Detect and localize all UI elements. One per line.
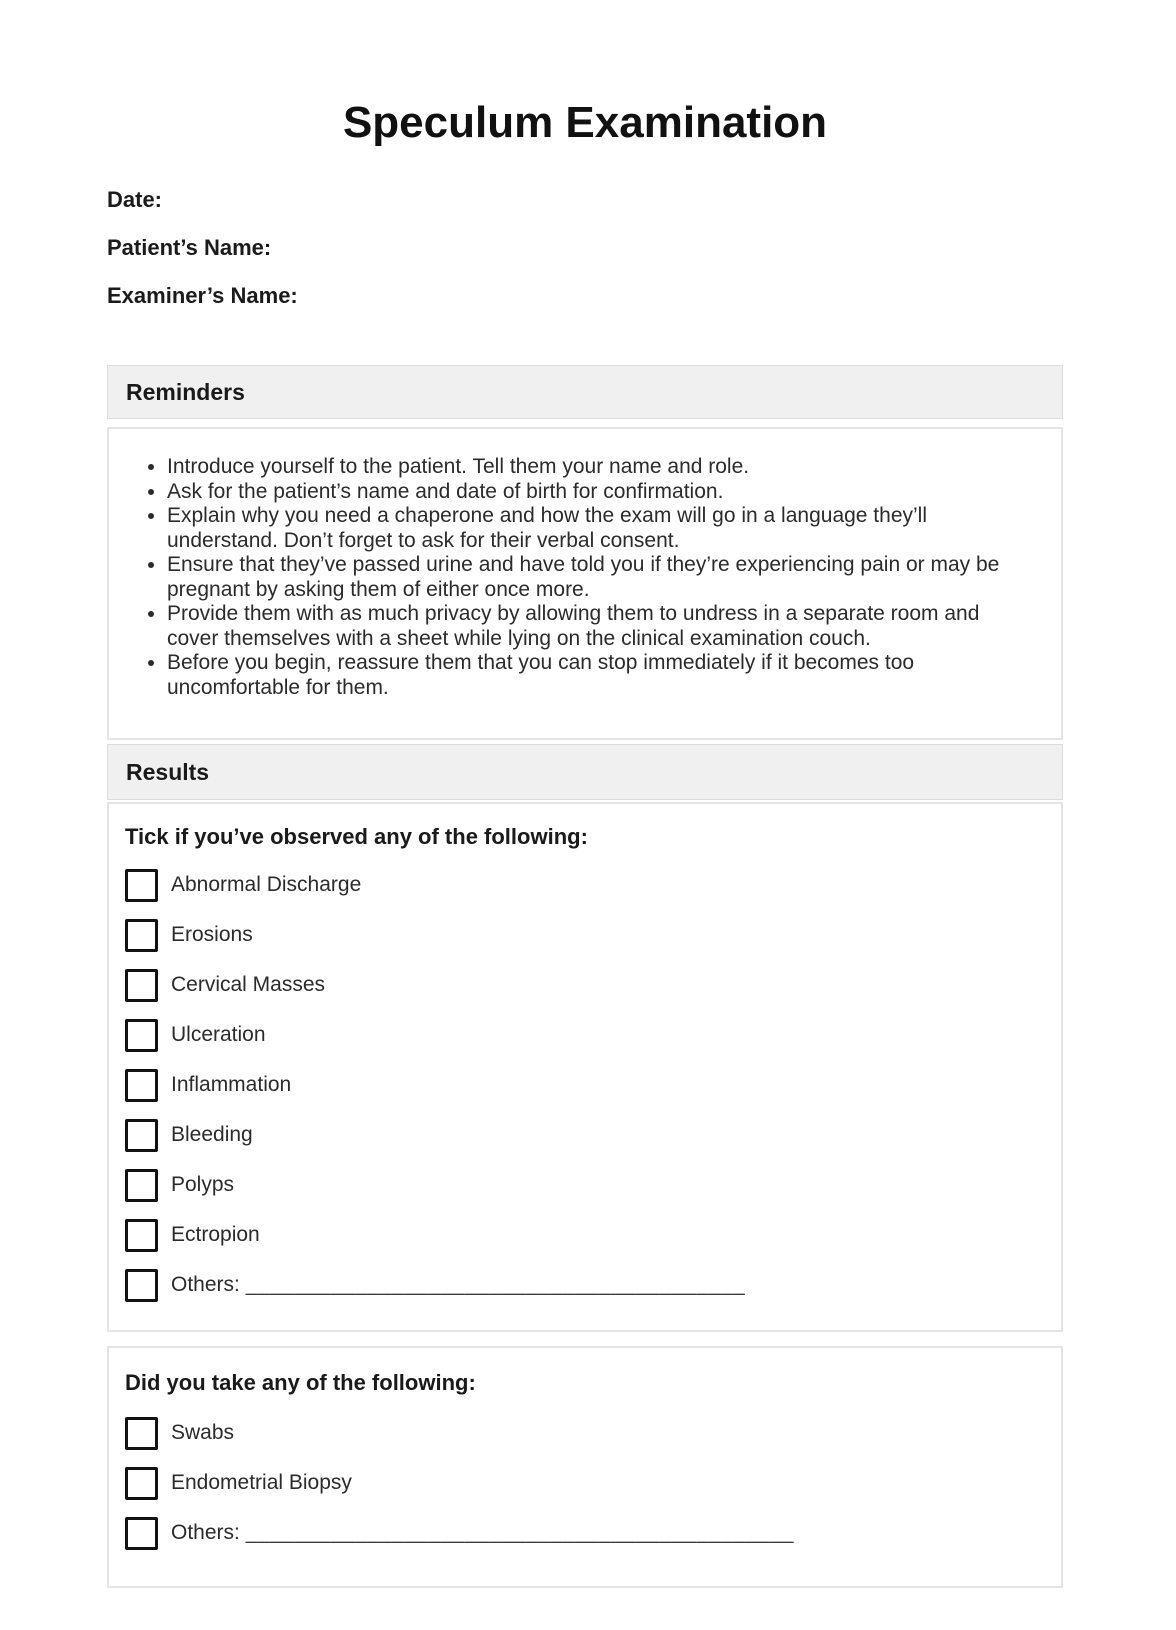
- row-bleeding: [125, 1110, 1037, 1160]
- checkbox-ulceration[interactable]: [125, 1019, 158, 1052]
- label-bleeding: Bleeding: [171, 1123, 253, 1146]
- row-endometrial-biopsy: [125, 1458, 1037, 1508]
- label-inflammation: Inflammation: [171, 1073, 292, 1096]
- samples-taken-box: [107, 1346, 1063, 1588]
- reminder-item: • Ask for the patient’s name and date of birth for confirmation.: [167, 480, 1001, 505]
- label-endometrial-biopsy: Endometrial Biopsy: [171, 1471, 352, 1494]
- checkbox-endometrial-biopsy[interactable]: [125, 1467, 158, 1500]
- reminders-header-label: Reminders: [126, 378, 245, 405]
- reminders-section-header: [107, 365, 1063, 419]
- reminders-list: [137, 455, 1001, 700]
- others-observed-blank-line[interactable]: _________________________________________: [245, 1273, 746, 1296]
- checkbox-erosions[interactable]: [125, 919, 158, 952]
- label-ulceration: Ulceration: [171, 1023, 266, 1046]
- label-polyps: Polyps: [171, 1173, 235, 1196]
- checkbox-others-taken[interactable]: [125, 1517, 158, 1550]
- label-abnormal-discharge: Abnormal Discharge: [171, 873, 362, 896]
- checkbox-cervical-masses[interactable]: [125, 969, 158, 1002]
- row-erosions: [125, 910, 1037, 960]
- document-content: [107, 0, 1063, 1588]
- checkbox-others-observed[interactable]: [125, 1269, 158, 1302]
- results-section-header: [107, 744, 1063, 800]
- label-erosions: Erosions: [171, 923, 253, 946]
- examiner-name-label: Examiner’s Name:: [107, 283, 298, 308]
- label-ectropion: Ectropion: [171, 1223, 260, 1246]
- row-polyps: [125, 1160, 1037, 1210]
- row-ectropion: [125, 1210, 1037, 1260]
- reminder-item: • Introduce yourself to the patient. Tell them your name and role.: [167, 455, 1001, 480]
- checkbox-polyps[interactable]: [125, 1169, 158, 1202]
- date-label: Date:: [107, 187, 163, 212]
- reminder-item: • Before you begin, reassure them that you can stop immediately if it becomes too uncomfortable for them.: [167, 651, 1001, 700]
- reminder-item: • Provide them with as much privacy by allowing them to undress in a separate room and cover themselves with a sheet while lying on the clinical examination couch.: [167, 602, 1001, 651]
- checkbox-abnormal-discharge[interactable]: [125, 869, 158, 902]
- label-swabs: Swabs: [171, 1421, 235, 1444]
- row-cervical-masses: [125, 960, 1037, 1010]
- header-fields: [107, 188, 1063, 308]
- row-ulceration: [125, 1010, 1037, 1060]
- patient-name-label: Patient’s Name:: [107, 235, 272, 260]
- row-abnormal-discharge: [125, 860, 1037, 910]
- taken-heading: Did you take any of the following:: [125, 1370, 476, 1395]
- reminder-item: • Explain why you need a chaperone and how the exam will go in a language they’ll understand. Don’t forget to ask for their verbal consent.: [167, 504, 1001, 553]
- observed-findings-box: [107, 802, 1063, 1332]
- others-taken-blank-line[interactable]: _____________________________________________: [245, 1521, 794, 1544]
- reminder-item: • Ensure that they’ve passed urine and have told you if they’re experiencing pain or may be pregnant by asking them of either once more.: [167, 553, 1001, 602]
- checkbox-swabs[interactable]: [125, 1417, 158, 1450]
- row-swabs: [125, 1408, 1037, 1458]
- row-others-taken: [125, 1508, 1037, 1558]
- label-others-taken: Others:: [171, 1521, 240, 1544]
- checkbox-ectropion[interactable]: [125, 1219, 158, 1252]
- row-inflammation: [125, 1060, 1037, 1110]
- observed-heading: Tick if you’ve observed any of the following:: [125, 824, 588, 849]
- page-title: Speculum Examination: [342, 98, 828, 147]
- checkbox-bleeding[interactable]: [125, 1119, 158, 1152]
- label-cervical-masses: Cervical Masses: [171, 973, 326, 996]
- reminders-body: [107, 427, 1063, 740]
- label-others-observed: Others:: [171, 1273, 240, 1296]
- checkbox-inflammation[interactable]: [125, 1069, 158, 1102]
- row-others-observed: [125, 1260, 1037, 1310]
- results-header-label: Results: [126, 758, 210, 785]
